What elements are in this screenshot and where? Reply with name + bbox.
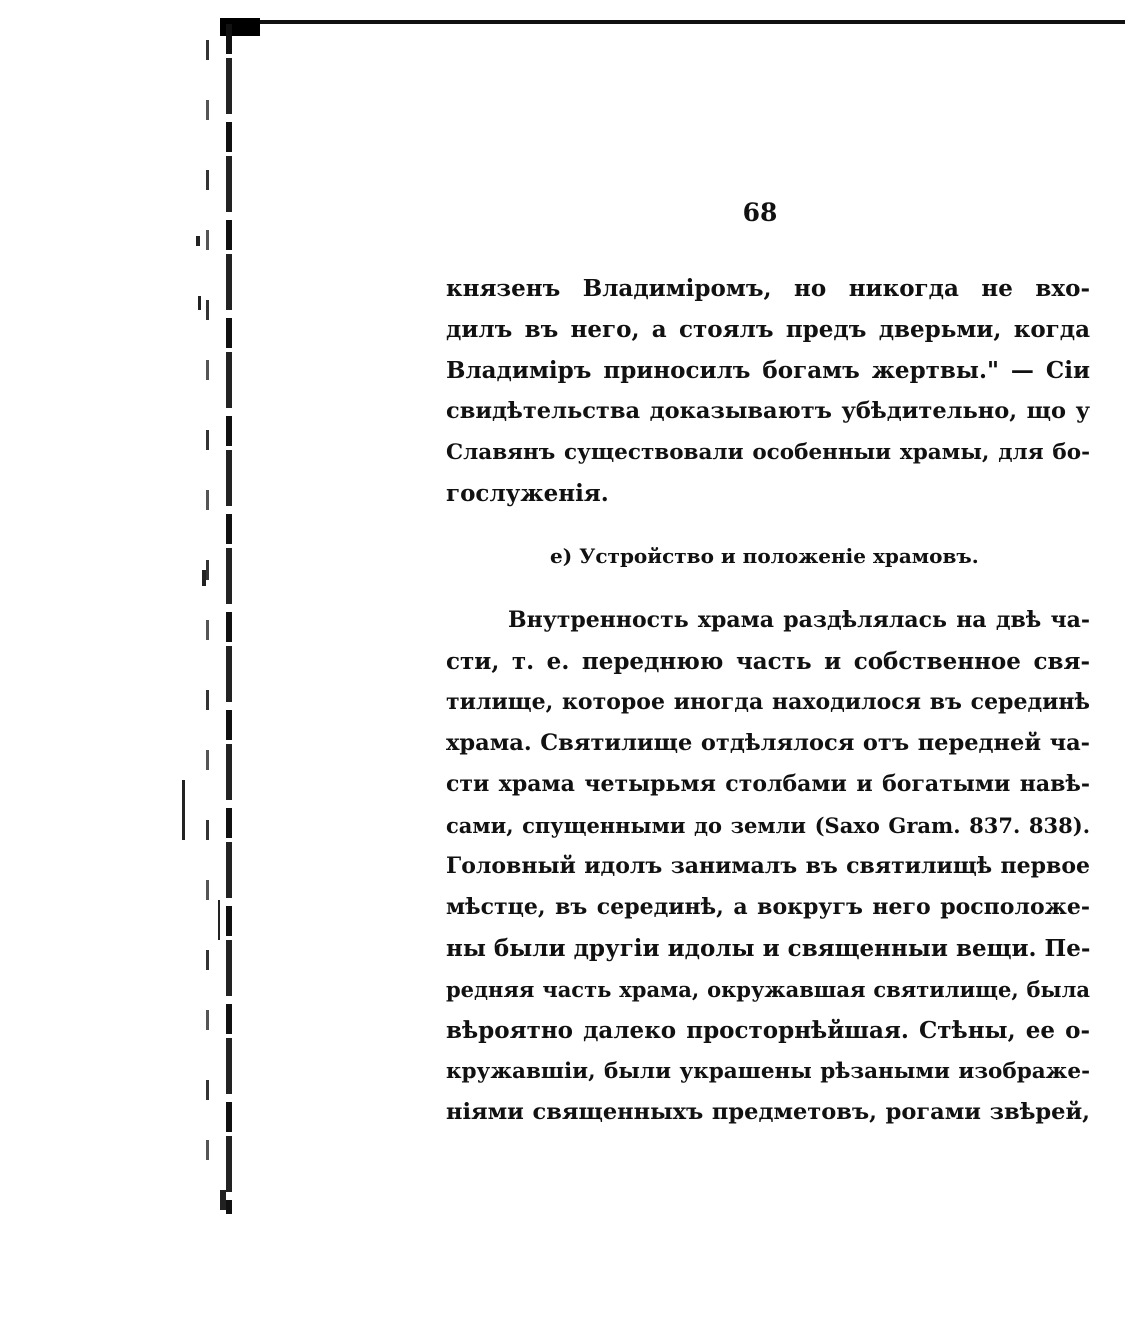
binding-shadow bbox=[206, 40, 209, 1200]
text-line: редняя часть храма, окружавшая святилище, была bbox=[446, 977, 1090, 1002]
text-line: кружавшiи, были украшены рѣзаными изображе- bbox=[446, 1059, 1090, 1084]
text-line: дилъ въ него, а стоялъ предъ дверьми, когда bbox=[446, 316, 1090, 343]
top-rule bbox=[225, 20, 1125, 24]
section-heading: е) Устройство и положенiе храмовъ. bbox=[550, 544, 979, 568]
text-line: храма. Святилище отдѣлялося отъ передней ча- bbox=[446, 730, 1090, 756]
binding-edge bbox=[226, 24, 232, 1214]
scan-speck bbox=[202, 570, 206, 586]
text-line: гослуженiя. bbox=[446, 480, 609, 507]
paragraph-1 bbox=[446, 268, 1090, 514]
text-line: тилище, которое иногда находилося въ серединѣ bbox=[446, 689, 1090, 715]
text-line: Владимiръ приносилъ богамъ жертвы." — Сiи bbox=[446, 357, 1090, 384]
scan-speck bbox=[196, 236, 200, 246]
text-line: свидѣтельства доказываютъ убѣдительно, що у bbox=[446, 398, 1090, 424]
text-line: мѣстце, въ серединѣ, а вокругъ него росположе- bbox=[446, 894, 1090, 920]
text-line: нiями священныхъ предметовъ, рогами звѣрей, bbox=[446, 1099, 1090, 1125]
text-line: Головный идолъ занималъ въ святилищѣ первое bbox=[446, 853, 1090, 879]
text-line: сами, спущенными до земли (Saxo Gram. 837. 838). bbox=[446, 813, 1090, 838]
text-line: сти, т. е. переднюю часть и собственное свя- bbox=[446, 648, 1090, 675]
scan-speck bbox=[220, 1190, 226, 1210]
text-line: вѣроятно далеко просторнѣйшая. Стѣны, ее о- bbox=[446, 1017, 1090, 1044]
text-line: Славянъ существовали особенныи храмы, для бо- bbox=[446, 440, 1090, 465]
page-number: 68 bbox=[742, 198, 778, 227]
text-line: князенъ Владимiромъ, но никогда не вхо- bbox=[446, 275, 1090, 302]
text-line: Внутренность храма раздѣлялась на двѣ ча- bbox=[508, 607, 1090, 633]
paragraph-2 bbox=[446, 600, 1090, 1133]
text-line: сти храма четырьмя столбами и богатыми навѣ- bbox=[446, 771, 1090, 797]
scan-speck bbox=[182, 780, 185, 840]
scan-speck bbox=[218, 900, 220, 940]
scan-speck bbox=[198, 296, 201, 310]
text-line: ны были другiи идолы и священныи вещи. Пе- bbox=[446, 935, 1091, 962]
